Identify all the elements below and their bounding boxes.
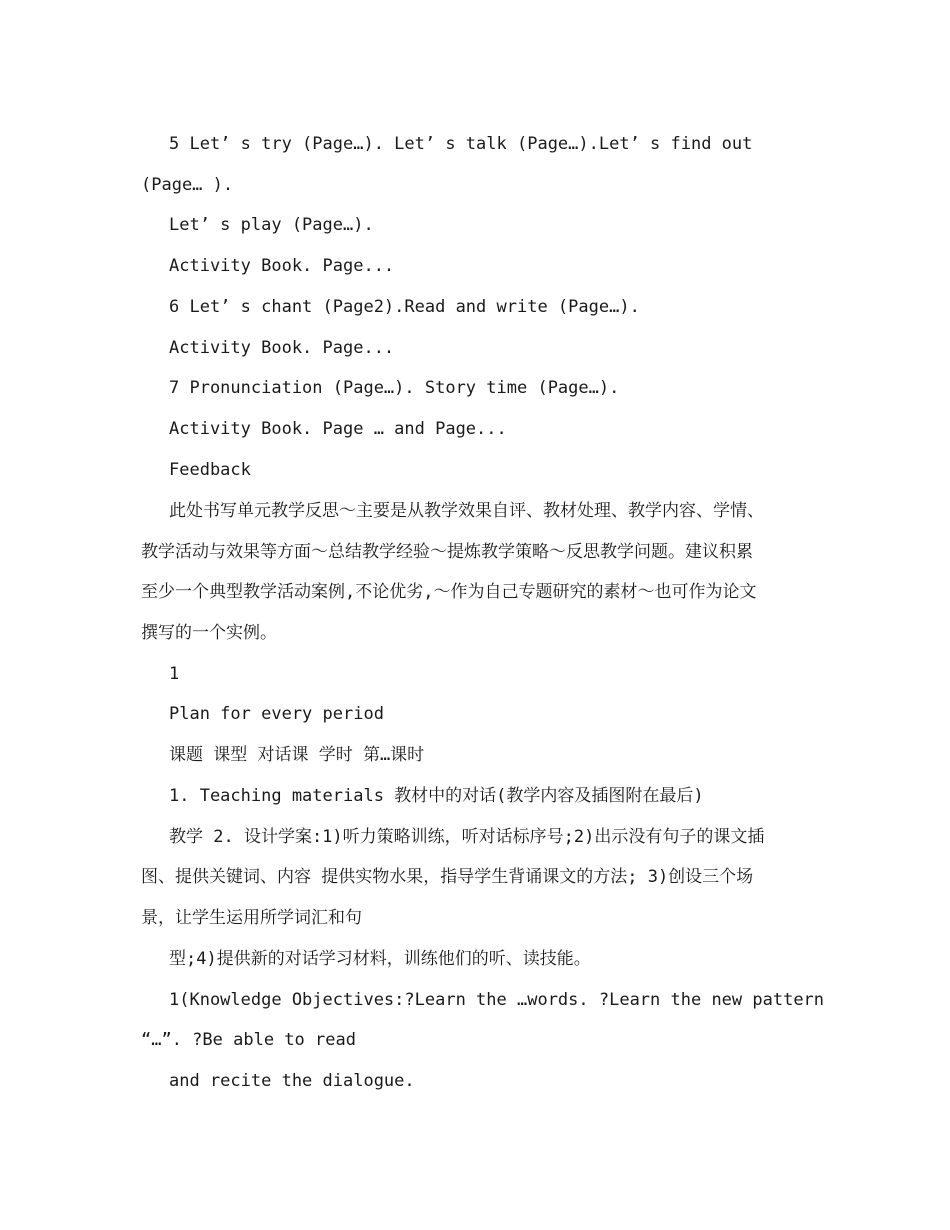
text-line: 至少一个典型教学活动案例,不论优劣,～作为自己专题研究的素材～也可作为论文 [141, 582, 757, 602]
text-line: 教学活动与效果等方面～总结教学经验～提炼教学策略～反思教学问题。建议积累 [141, 542, 753, 562]
text-line: 景，让学生运用所学词汇和句 [141, 908, 362, 928]
section-heading: Plan for every period [169, 704, 384, 724]
page-number: 1 [169, 664, 180, 684]
text-line: 教学 2. 设计学案:1)听力策略训练，听对话标序号;2)出示没有句子的课文插 [169, 827, 765, 847]
text-line: (Page… ). [141, 175, 234, 195]
text-line: and recite the dialogue. [169, 1071, 415, 1091]
text-line: 1. Teaching materials 教材中的对话(教学内容及插图附在最后) [169, 786, 704, 806]
text-line: 课题 课型 对话课 学时 第…课时 [169, 745, 425, 765]
text-line: 此处书写单元教学反思～主要是从教学效果自评、教材处理、教学内容、学情、 [169, 501, 764, 521]
text-line: Let’ s play (Page…). [169, 215, 374, 235]
text-line: 6 Let’ s chant (Page2).Read and write (Page…). [169, 297, 640, 317]
text-line: 型;4)提供新的对话学习材料，训练他们的听、读技能。 [169, 949, 591, 969]
text-line: Activity Book. Page... [169, 338, 395, 358]
text-line: 7 Pronunciation (Page…). Story time (Page…). [169, 378, 620, 398]
text-line: “…”. ?Be able to read [141, 1030, 356, 1050]
text-line: 撰写的一个实例。 [141, 623, 277, 643]
text-line: 图、提供关键词、内容 提供实物水果，指导学生背诵课文的方法; 3)创设三个场 [141, 867, 754, 887]
text-line: 5 Let’ s try (Page…). Let’ s talk (Page…).Let’ s find out [169, 134, 753, 154]
section-heading: Feedback [169, 460, 251, 480]
text-line: Activity Book. Page … and Page... [169, 419, 507, 439]
text-line: Activity Book. Page... [169, 256, 395, 276]
text-line: 1(Knowledge Objectives:?Learn the …words. ?Learn the new pattern [169, 990, 825, 1010]
